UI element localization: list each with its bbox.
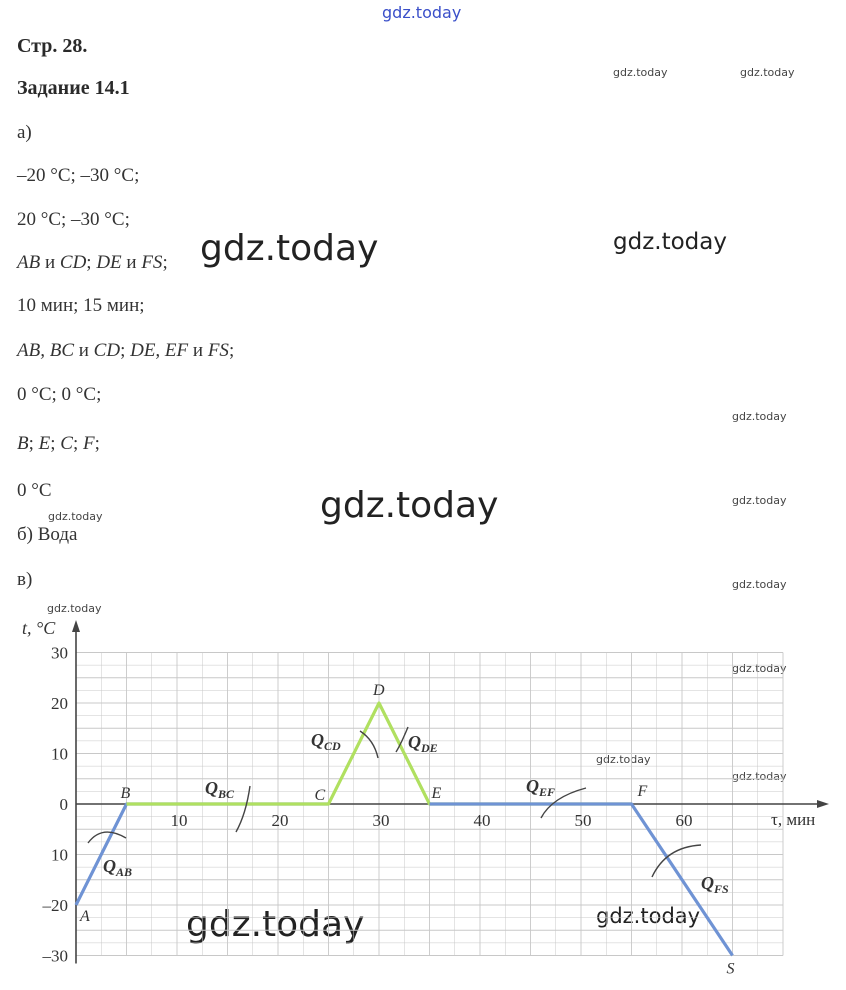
point-label-b: B [120,785,131,802]
heat-arrow-bc [236,786,250,832]
watermark-small: gdz.today [47,602,102,615]
y-tick-label: 10 [51,744,68,764]
text: и [188,340,208,361]
point-label-f: F [637,783,648,800]
heat-symbol: Q [701,873,714,893]
point-label: B [17,433,29,454]
y-tick-label: 0 [59,795,68,814]
task-title: Задание 14.1 [17,77,130,99]
heat-symbol: Q [205,778,218,798]
watermark-medium: gdz.today [613,229,727,255]
heat-label-de [408,732,438,755]
segment-label: FS [207,340,229,361]
watermark-medium: gdz.today [596,904,701,928]
segment-label: DE [96,252,122,273]
watermark-large: gdz.today [200,228,379,269]
heat-label-fs [701,873,729,896]
point-label: C [60,433,73,454]
text: ; [94,433,100,454]
x-tick-label: 40 [473,811,491,830]
segment-label: DE, EF [130,340,189,361]
answer-line-2: 20 °С; –30 °С; [17,209,130,230]
point-label-s: S [726,960,735,978]
watermark-small: gdz.today [613,66,668,79]
heat-label-bc [205,778,235,801]
heat-symbol: Q [526,776,539,796]
answer-a-label: а) [17,122,32,143]
answer-line-4: 10 мин; 15 мин; [17,295,145,316]
heat-subscript: CD [324,739,341,753]
y-tick-label: 30 [51,643,68,663]
heat-symbol: Q [103,856,116,876]
y-tick-label: –30 [42,946,68,966]
x-tick-label: 60 [675,811,693,830]
heat-subscript: BC [218,787,235,801]
answer-line-6: 0 °С; 0 °С; [17,384,102,405]
watermark-small: gdz.today [596,753,651,766]
y-axis-label: t, °C [22,618,56,638]
answer-b: б) Вода [17,524,78,545]
segment-label: AB [17,252,41,273]
watermark-small: gdz.today [740,66,795,79]
x-axis-label: τ, мин [771,810,816,829]
watermark-small: gdz.today [732,770,787,783]
text: ; [72,433,83,454]
text: ; [86,252,97,273]
text: ; [120,340,131,361]
point-label: F [83,433,95,454]
point-label: E [38,433,51,454]
x-tick-label: 10 [170,811,188,830]
text: и [40,252,60,273]
answer-line-8: 0 °С [17,480,52,501]
point-label-e: E [431,785,442,802]
answer-v-label: в) [17,569,33,590]
answer-line-1: –20 °С; –30 °С; [17,165,140,186]
watermark-top: gdz.today [382,3,462,22]
heat-subscript: FS [714,882,729,896]
heat-subscript: AB [116,865,133,879]
watermark-small: gdz.today [732,578,787,591]
heat-subscript: EF [539,785,556,799]
heat-label-ab [103,856,132,879]
heat-label-ef [526,776,555,799]
heat-symbol: Q [408,732,421,752]
watermark-small: gdz.today [48,510,103,523]
x-tick-label: 30 [372,811,390,830]
y-axis-arrow [72,620,80,632]
watermark-large: gdz.today [186,904,365,945]
text: ; [50,433,61,454]
point-label-d: D [373,682,385,699]
segment-label: FS [141,252,163,273]
x-axis-arrow [817,800,829,808]
text: и [121,252,142,273]
x-tick-label: 50 [574,811,592,830]
heat-subscript: DE [421,741,438,755]
heat-label-cd [311,730,341,753]
text: ; [162,252,168,273]
y-tick-label: –20 [42,896,68,915]
text: и [74,340,94,361]
point-label-c: C [314,787,326,804]
text: ; [28,433,39,454]
segment-label: CD [93,340,121,361]
watermark-small: gdz.today [732,662,787,675]
watermark-small: gdz.today [732,494,787,507]
heat-symbol: Q [311,730,324,750]
segment-label: AB, BC [17,340,74,361]
segment-label: CD [59,252,87,273]
watermark-large: gdz.today [320,485,499,526]
x-tick-label: 20 [271,811,289,830]
y-tick-label: 20 [51,694,68,713]
text: ; [228,340,235,361]
y-tick-label: 10 [51,845,68,865]
point-label-a: A [80,908,90,925]
page-number: Стр. 28. [17,35,88,57]
watermark-small: gdz.today [732,410,787,423]
